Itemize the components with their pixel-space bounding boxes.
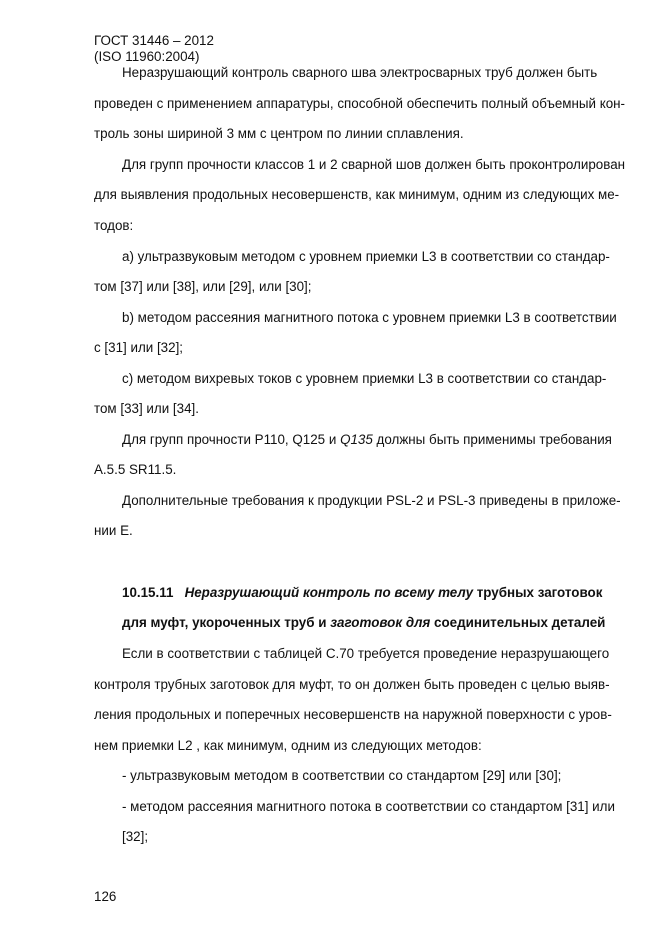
page-number: 126	[94, 889, 117, 904]
paragraph-4-line-2: нии Е.	[94, 523, 133, 538]
section-title-c: для муфт, укороченных труб и	[122, 615, 331, 630]
paragraph-3-line-2: А.5.5 SR11.5.	[94, 462, 177, 477]
paragraph-5-line-3: ления продольных и поперечных несовершенств на наружной поверхности с уров-	[94, 707, 612, 722]
paragraph-4-line-1: Дополнительные требования к продукции PSL-2 и PSL-3 приведены в приложе-	[122, 493, 621, 508]
section-title-b: трубных заготовок	[473, 585, 603, 600]
iso-designation: (ISO 11960:2004)	[94, 49, 200, 64]
paragraph-2-line-2: для выявления продольных несовершенств, как минимум, одним из следующих ме-	[94, 187, 620, 202]
item-c-line-2: том [33] или [34].	[94, 401, 199, 416]
paragraph-3-text-a: Для групп прочности Р110, Q125 и	[122, 432, 341, 447]
paragraph-1-line-3: троль зоны шириной 3 мм с центром по линии сплавления.	[94, 126, 464, 141]
section-heading-line-2	[122, 615, 605, 631]
item-a-line-1: а) ультразвуковым методом с уровнем приемки L3 в соответствии со стандар-	[122, 249, 610, 264]
list-item-2-line-2: [32];	[122, 829, 149, 844]
paragraph-3-text-c: должны быть применимы требования	[372, 432, 612, 447]
section-heading-line-1	[122, 585, 602, 601]
section-number: 10.15.11	[122, 585, 174, 600]
paragraph-1-line-2: проведен с применением аппаратуры, способной обеспечить полный объемный кон-	[94, 96, 626, 111]
paragraph-5-line-4: нем приемки L2 , как минимум, одним из следующих методов:	[94, 738, 482, 753]
list-item-2-line-1: - методом рассеяния магнитного потока в соответствии со стандартом [31] или	[122, 799, 615, 814]
paragraph-2-line-3: тодов:	[94, 218, 134, 233]
paragraph-3-grade-italic: Q135	[340, 432, 373, 447]
section-title-e: соединительных деталей	[430, 615, 606, 630]
section-title-italic-a: Неразрушающий контроль по всему телу	[184, 585, 474, 600]
list-item-1: - ультразвуковым методом в соответствии со стандартом [29] или [30];	[122, 768, 562, 783]
item-b-line-1: b) методом рассеяния магнитного потока с уровнем приемки L3 в соответствии	[122, 310, 617, 325]
standard-designation: ГОСТ 31446 – 2012	[94, 33, 214, 48]
item-b-line-2: с [31] или [32];	[94, 340, 184, 355]
page-header	[94, 33, 214, 65]
paragraph-3-line-1	[122, 432, 612, 448]
paragraph-5-line-2: контроля трубных заготовок для муфт, то он должен быть проведен с целью выяв-	[94, 677, 610, 692]
paragraph-5-line-1: Если в соответствии с таблицей С.70 требуется проведение неразрушающего	[122, 646, 610, 661]
paragraph-1-line-1: Неразрушающий контроль сварного шва электросварных труб должен быть	[122, 65, 598, 80]
paragraph-2-line-1: Для групп прочности классов 1 и 2 сварной шов должен быть проконтролирован	[122, 157, 626, 172]
item-c-line-1: с) методом вихревых токов с уровнем приемки L3 в соответствии со стандар-	[122, 371, 607, 386]
item-a-line-2: том [37] или [38], или [29], или [30];	[94, 279, 312, 294]
section-title-italic-d: заготовок для	[330, 615, 431, 630]
